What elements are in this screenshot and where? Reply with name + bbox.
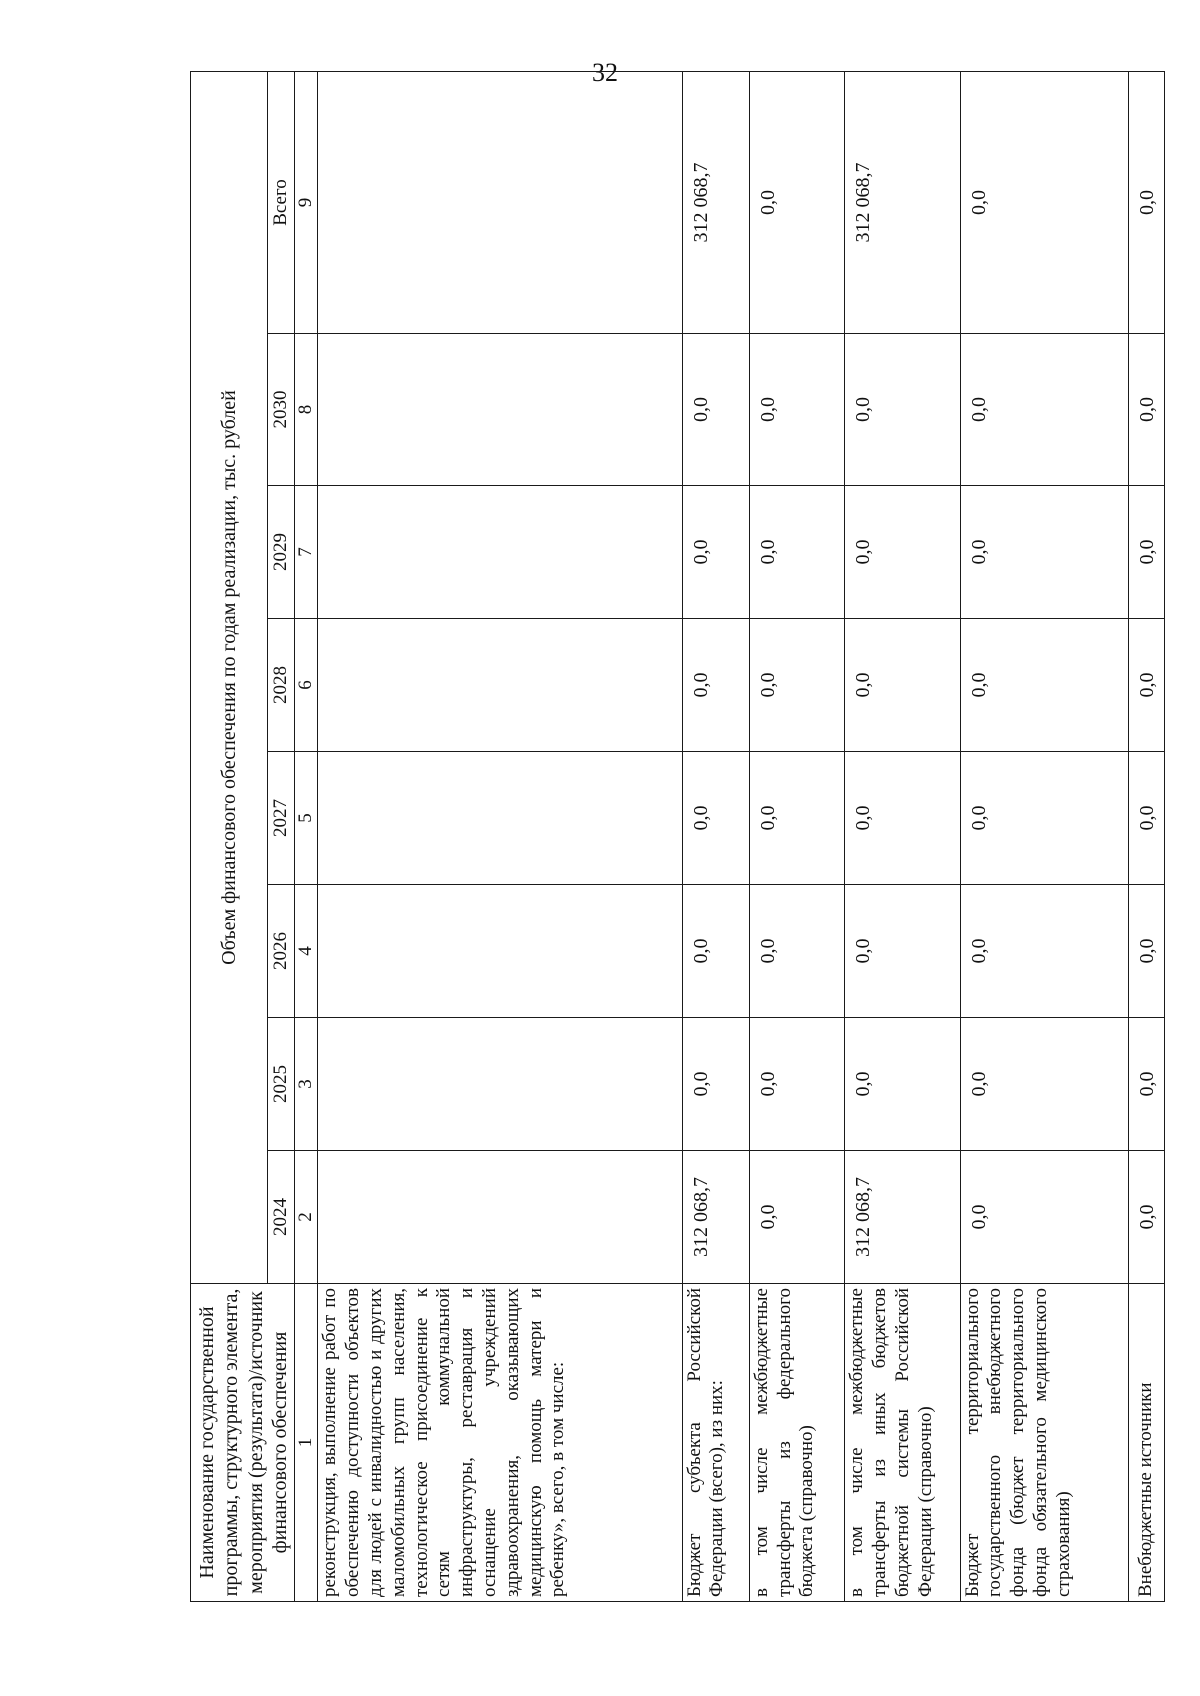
row-value: [318, 71, 682, 333]
row-value: 0,0: [749, 334, 844, 486]
row-value: 0,0: [749, 885, 844, 1018]
row-label: реконструкция, выполнение работ по обеспечению доступности объектов для людей с инвалидностью и других маломобильных групп населения, технологическое присоединение к сетям коммунальной инфраструктуры, реставрация и оснащение учреждений здравоохранения, оказывающих медицинскую помощь матери и ребенку», всего, в том числе:: [318, 1284, 682, 1602]
financing-table: [190, 71, 1165, 1602]
row-value: [318, 885, 682, 1018]
header-year: 2025: [267, 1018, 294, 1151]
row-value: 0,0: [749, 71, 844, 333]
header-financing-group: Объем финансового обеспечения по годам реализации, тыс. рублей: [191, 71, 268, 1283]
row-value: [318, 1151, 682, 1284]
row-value: 0,0: [682, 334, 749, 486]
row-value: 0,0: [845, 619, 960, 752]
row-value: 0,0: [682, 619, 749, 752]
header-row-group: [191, 71, 268, 1601]
row-value: 0,0: [960, 885, 1128, 1018]
table-row: [845, 71, 960, 1601]
table-row: [749, 71, 844, 1601]
rotated-table-container: [190, 122, 1158, 1602]
row-value: 312 068,7: [682, 1151, 749, 1284]
header-row-column-numbers: [294, 71, 318, 1601]
row-label: в том числе межбюджетные трансферты из федерального бюджета (справочно): [749, 1284, 844, 1602]
row-value: 0,0: [682, 752, 749, 885]
row-value: [318, 486, 682, 619]
row-label: в том числе межбюджетные трансферты из иных бюджетов бюджетной системы Российской Федерации (справочно): [845, 1284, 960, 1602]
row-value: 0,0: [845, 1018, 960, 1151]
row-value: 0,0: [845, 885, 960, 1018]
row-value: 0,0: [845, 486, 960, 619]
column-number: 6: [294, 619, 318, 752]
row-value: 0,0: [682, 486, 749, 619]
row-value: 0,0: [1128, 885, 1164, 1018]
row-value: 312 068,7: [682, 71, 749, 333]
column-number: 7: [294, 486, 318, 619]
row-value: 0,0: [960, 752, 1128, 885]
row-value: 0,0: [1128, 71, 1164, 333]
row-value: 312 068,7: [845, 71, 960, 333]
header-year: 2029: [267, 486, 294, 619]
table-row: [1128, 71, 1164, 1601]
row-value: [318, 334, 682, 486]
header-year: 2024: [267, 1151, 294, 1284]
row-value: 0,0: [1128, 486, 1164, 619]
row-value: 0,0: [960, 1018, 1128, 1151]
row-value: [318, 1018, 682, 1151]
column-number: 8: [294, 334, 318, 486]
row-value: 0,0: [1128, 1151, 1164, 1284]
row-value: 0,0: [960, 71, 1128, 333]
row-value: 0,0: [960, 619, 1128, 752]
row-label: Бюджет территориального государственного внебюджетного фонда (бюджет территориального фонда обязательного медицинского страхования): [960, 1284, 1128, 1602]
row-value: 0,0: [1128, 619, 1164, 752]
row-value: 0,0: [682, 1018, 749, 1151]
table-row: [318, 71, 682, 1601]
header-total: Всего: [267, 71, 294, 333]
row-value: 0,0: [749, 752, 844, 885]
row-label: Бюджет субъекта Российской Федерации (всего), из них:: [682, 1284, 749, 1602]
row-value: 0,0: [1128, 1018, 1164, 1151]
row-value: [318, 619, 682, 752]
column-number: 2: [294, 1151, 318, 1284]
column-number: 4: [294, 885, 318, 1018]
row-value: 0,0: [749, 486, 844, 619]
row-value: 0,0: [960, 486, 1128, 619]
row-value: 0,0: [960, 334, 1128, 486]
row-value: [318, 752, 682, 885]
header-year: 2028: [267, 619, 294, 752]
row-value: 0,0: [749, 1018, 844, 1151]
row-value: 0,0: [845, 752, 960, 885]
table-row: [960, 71, 1128, 1601]
header-year: 2026: [267, 885, 294, 1018]
column-number: 5: [294, 752, 318, 885]
row-value: 0,0: [960, 1151, 1128, 1284]
row-value: 0,0: [845, 334, 960, 486]
header-year: 2027: [267, 752, 294, 885]
column-number: 3: [294, 1018, 318, 1151]
header-year: 2030: [267, 334, 294, 486]
row-value: 0,0: [682, 885, 749, 1018]
table-row: [682, 71, 749, 1601]
row-value: 0,0: [749, 1151, 844, 1284]
row-value: 312 068,7: [845, 1151, 960, 1284]
row-label: Внебюджетные источники: [1128, 1284, 1164, 1602]
column-number: 1: [294, 1284, 318, 1602]
row-value: 0,0: [1128, 334, 1164, 486]
header-name-column: Наименование государственной программы, структурного элемента, мероприятия (результата)/источник финансового обеспечения: [191, 1284, 295, 1602]
column-number: 9: [294, 71, 318, 333]
row-value: 0,0: [1128, 752, 1164, 885]
page-number: 32: [592, 58, 618, 87]
row-value: 0,0: [749, 619, 844, 752]
